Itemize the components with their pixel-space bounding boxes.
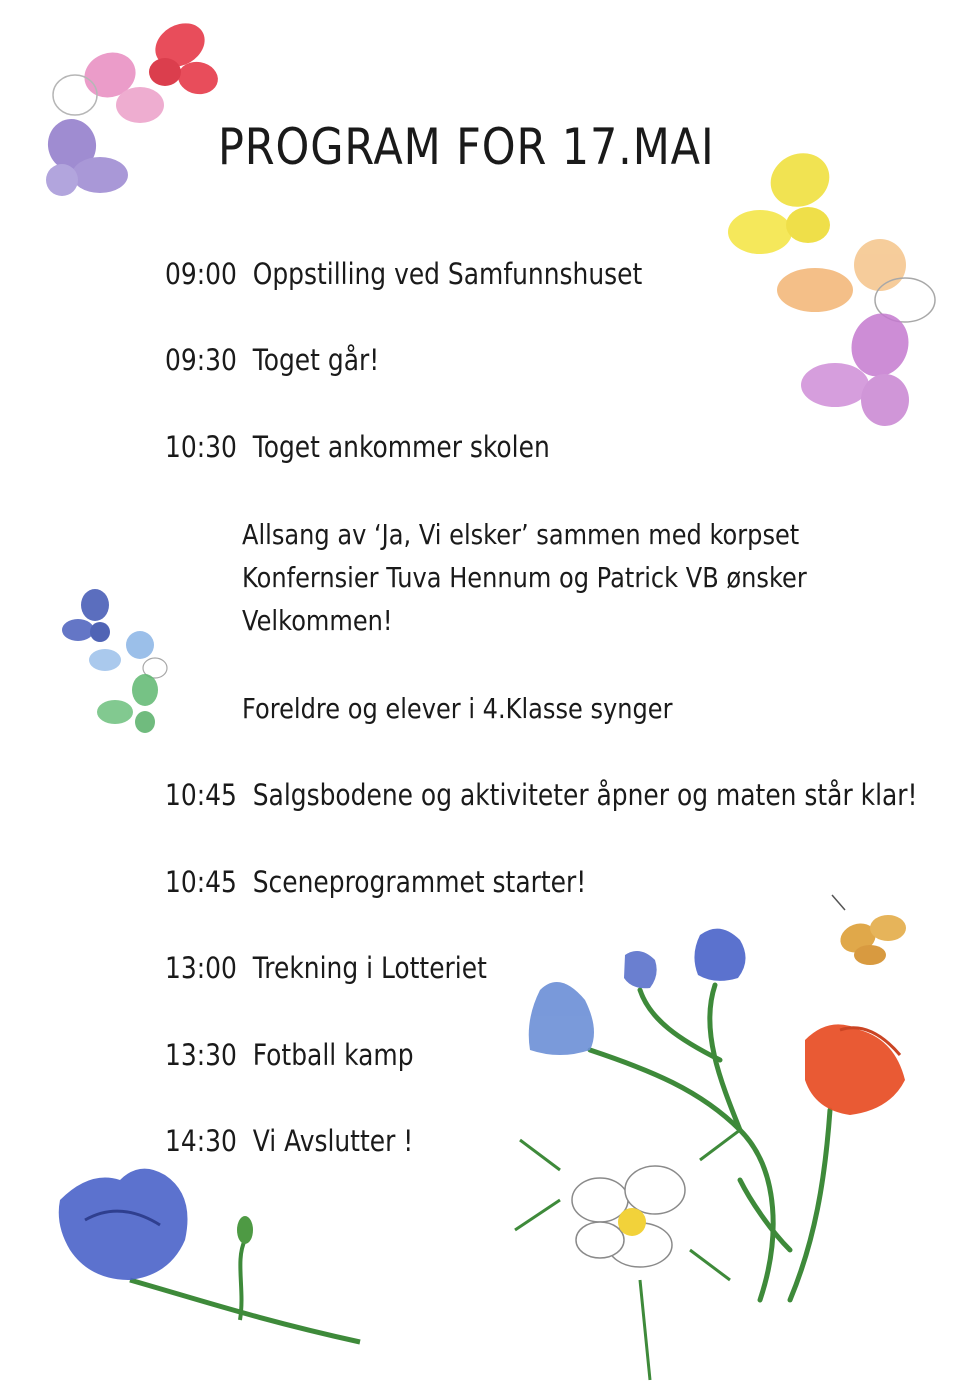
schedule-time: 10:45 [165,865,237,899]
note-allsang: Allsang av ‘Ja, Vi elsker’ sammen med korpset [242,518,800,551]
butterfly-violet-icon [801,305,917,426]
schedule-time: 10:45 [165,778,237,812]
schedule-event: Fotball kamp [252,1038,414,1072]
schedule-event: Trekning i Lotteriet [252,951,487,985]
schedule-event: Salgsbodene og aktiviteter åpner og maten står klar! [252,778,918,812]
gentian-flower-icon [59,1169,360,1342]
note-foreldre: Foreldre og elever i 4.Klasse synger [242,692,673,725]
schedule-event: Toget ankommer skolen [252,430,550,464]
schedule-row [165,778,918,812]
schedule-time: 13:00 [165,951,237,985]
schedule-event: Vi Avslutter ! [252,1124,414,1158]
schedule-time: 10:30 [165,430,237,464]
butterfly-red-icon [147,15,220,98]
page-title: PROGRAM FOR 17.MAI [218,118,715,176]
schedule-row [165,343,379,377]
schedule-row [165,1124,413,1158]
poppy-icon [805,1024,905,1115]
schedule-time: 09:30 [165,343,237,377]
schedule-time: 09:00 [165,257,237,291]
anemone-icon [515,1130,740,1380]
schedule-row [165,430,550,464]
schedule-time: 14:30 [165,1124,237,1158]
butterfly-pink-icon [53,45,164,123]
butterfly-small-orange-icon [832,895,906,965]
butterfly-blue-icon [62,589,110,642]
note-velkommen: Velkommen! [242,604,393,637]
schedule-event: Sceneprogrammet starter! [252,865,587,899]
schedule-event: Oppstilling ved Samfunnshuset [252,257,643,291]
butterfly-green-icon [97,674,158,733]
schedule-row [165,951,487,985]
schedule-time: 13:30 [165,1038,237,1072]
butterfly-purple-icon [44,115,128,196]
schedule-row [165,1038,414,1072]
schedule-event: Toget går! [252,343,380,377]
schedule-row [165,257,642,291]
butterfly-yellow-icon [728,144,838,254]
note-konfernsier: Konfernsier Tuva Hennum og Patrick VB ønsker [242,561,807,594]
schedule-row [165,865,586,899]
butterfly-orange-icon [777,239,935,322]
